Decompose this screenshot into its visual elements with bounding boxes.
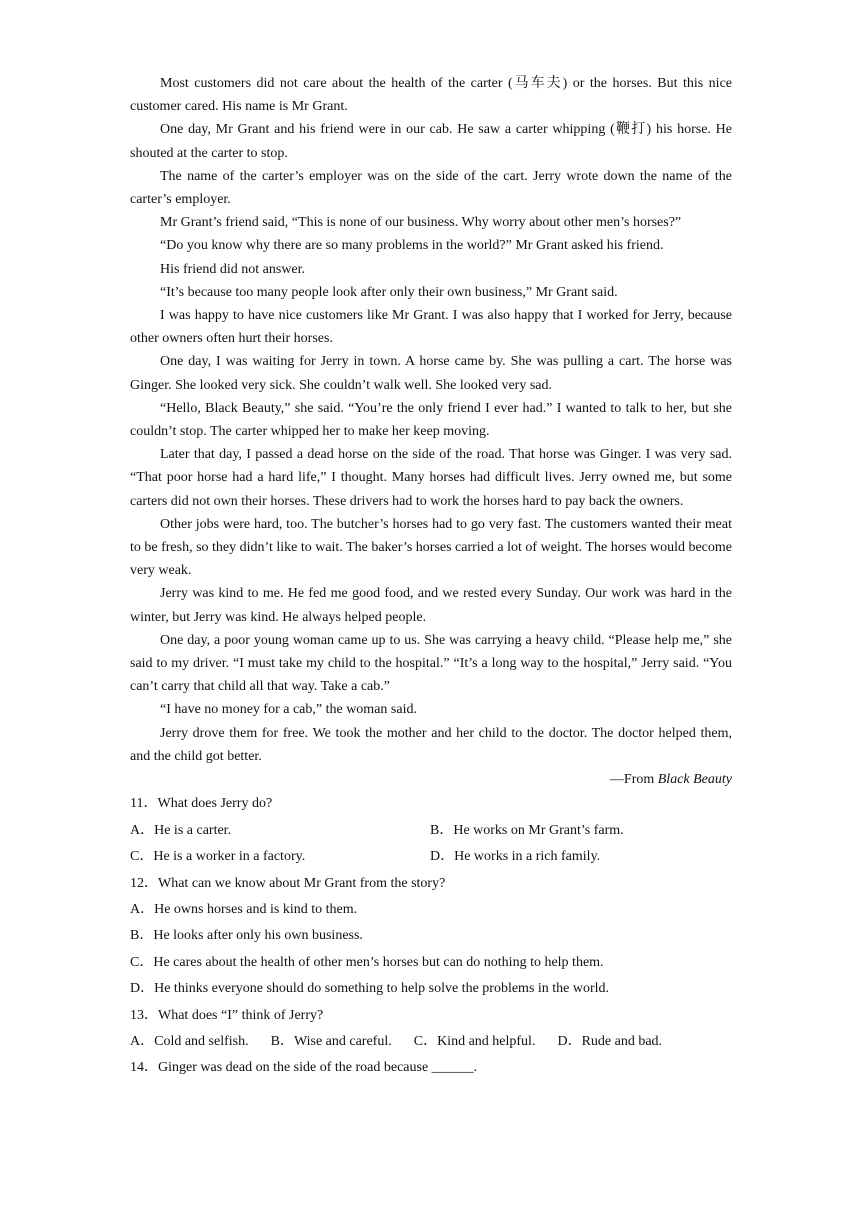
- option-d[interactable]: D．He thinks everyone should do something to help solve the problems in the world.: [130, 981, 610, 997]
- option-b[interactable]: B．He works on Mr Grant’s farm.: [430, 822, 624, 838]
- passage-paragraph: “I have no money for a cab,” the woman said.: [160, 702, 417, 718]
- passage-paragraph: I was happy to have nice customers like Mr Grant. I was also happy that I worked for Jerry, because other owners often hurt their horses.: [130, 308, 732, 347]
- passage-paragraph: “Do you know why there are so many problems in the world?” Mr Grant asked his friend.: [160, 238, 664, 254]
- option-c[interactable]: C．He cares about the health of other men’s horses but can do nothing to help them.: [130, 954, 604, 970]
- option-row: [130, 818, 732, 844]
- source-prefix: —From: [609, 772, 658, 788]
- passage-paragraph: The name of the carter’s employer was on the side of the cart. Jerry wrote down the name of the carter’s employer.: [130, 168, 732, 208]
- document-page: [130, 72, 732, 1082]
- question-stem: 11．What does Jerry do?: [130, 796, 273, 812]
- option-d[interactable]: D．Rude and bad.: [557, 1033, 663, 1049]
- option-a[interactable]: A．He owns horses and is kind to them.: [130, 901, 358, 917]
- passage-paragraph: “It’s because too many people look after only their own business,” Mr Grant said.: [160, 284, 618, 300]
- option-b[interactable]: B．He looks after only his own business.: [130, 928, 363, 944]
- question-12: [130, 871, 732, 1003]
- question-stem: 14．Ginger was dead on the side of the road because ______.: [130, 1060, 478, 1076]
- question-stem: 13．What does “I” think of Jerry?: [130, 1007, 324, 1023]
- question-11: [130, 791, 732, 870]
- passage-paragraph: Later that day, I passed a dead horse on the side of the road. That horse was Ginger. I was very sad. “That poor horse had a hard life,” I thought. Many horses had difficult lives. Jerry owned me, but some carters did not own their horses. These drivers had to work the horses hard to pay back the owners.: [130, 447, 732, 509]
- option-c[interactable]: C．Kind and helpful.: [413, 1033, 536, 1049]
- passage-paragraph: Other jobs were hard, too. The butcher’s horses had to go very fast. The customers wanted their meat to be fresh, so they didn’t like to wait. The baker’s horses carried a lot of weight. The horses would become very weak.: [130, 516, 732, 579]
- passage-paragraph: His friend did not answer.: [160, 261, 306, 277]
- passage-paragraph: “Hello, Black Beauty,” she said. “You’re the only friend I ever had.” I wanted to talk to her, but she couldn’t stop. The carter whipped her to make her keep moving.: [130, 400, 732, 440]
- source-citation: [130, 768, 732, 791]
- question-14: [130, 1055, 732, 1081]
- option-row: [130, 844, 732, 870]
- question-13: [130, 1003, 732, 1056]
- passage-paragraph: Jerry was kind to me. He fed me good food, and we rested every Sunday. Our work was hard in the winter, but Jerry was kind. He always helped people.: [130, 586, 732, 625]
- option-a[interactable]: A．He is a carter.: [130, 822, 232, 838]
- option-b[interactable]: B．Wise and careful.: [270, 1033, 392, 1049]
- question-stem: 12．What can we know about Mr Grant from the story?: [130, 875, 446, 891]
- passage-paragraph: One day, Mr Grant and his friend were in our cab. He saw a carter whipping (鞭打) his horse. He shouted at the carter to stop.: [130, 122, 732, 161]
- option-a[interactable]: A．Cold and selfish.: [130, 1033, 249, 1049]
- option-row: [130, 1029, 732, 1055]
- passage-paragraph: Jerry drove them for free. We took the mother and her child to the doctor. The doctor helped them, and the child got better.: [130, 725, 732, 764]
- option-d[interactable]: D．He works in a rich family.: [430, 849, 601, 865]
- source-title: Black Beauty: [657, 772, 732, 788]
- passage-paragraph: One day, I was waiting for Jerry in town. A horse came by. She was pulling a cart. The horse was Ginger. She looked very sick. She couldn’t walk well. She looked very sad.: [130, 354, 732, 393]
- passage-paragraph: One day, a poor young woman came up to us. She was carrying a heavy child. “Please help me,” she said to my driver. “I must take my child to the hospital.” “It’s a long way to the hospital,” Jerry said. “You can’t carry that child all that way. Take a cab.”: [130, 632, 732, 695]
- option-c[interactable]: C．He is a worker in a factory.: [130, 849, 306, 865]
- passage-paragraph: Mr Grant’s friend said, “This is none of our business. Why worry about other men’s horses?”: [160, 215, 682, 231]
- passage-paragraph: Most customers did not care about the health of the carter (马车夫) or the horses. But this nice customer cared. His name is Mr Grant.: [130, 76, 732, 115]
